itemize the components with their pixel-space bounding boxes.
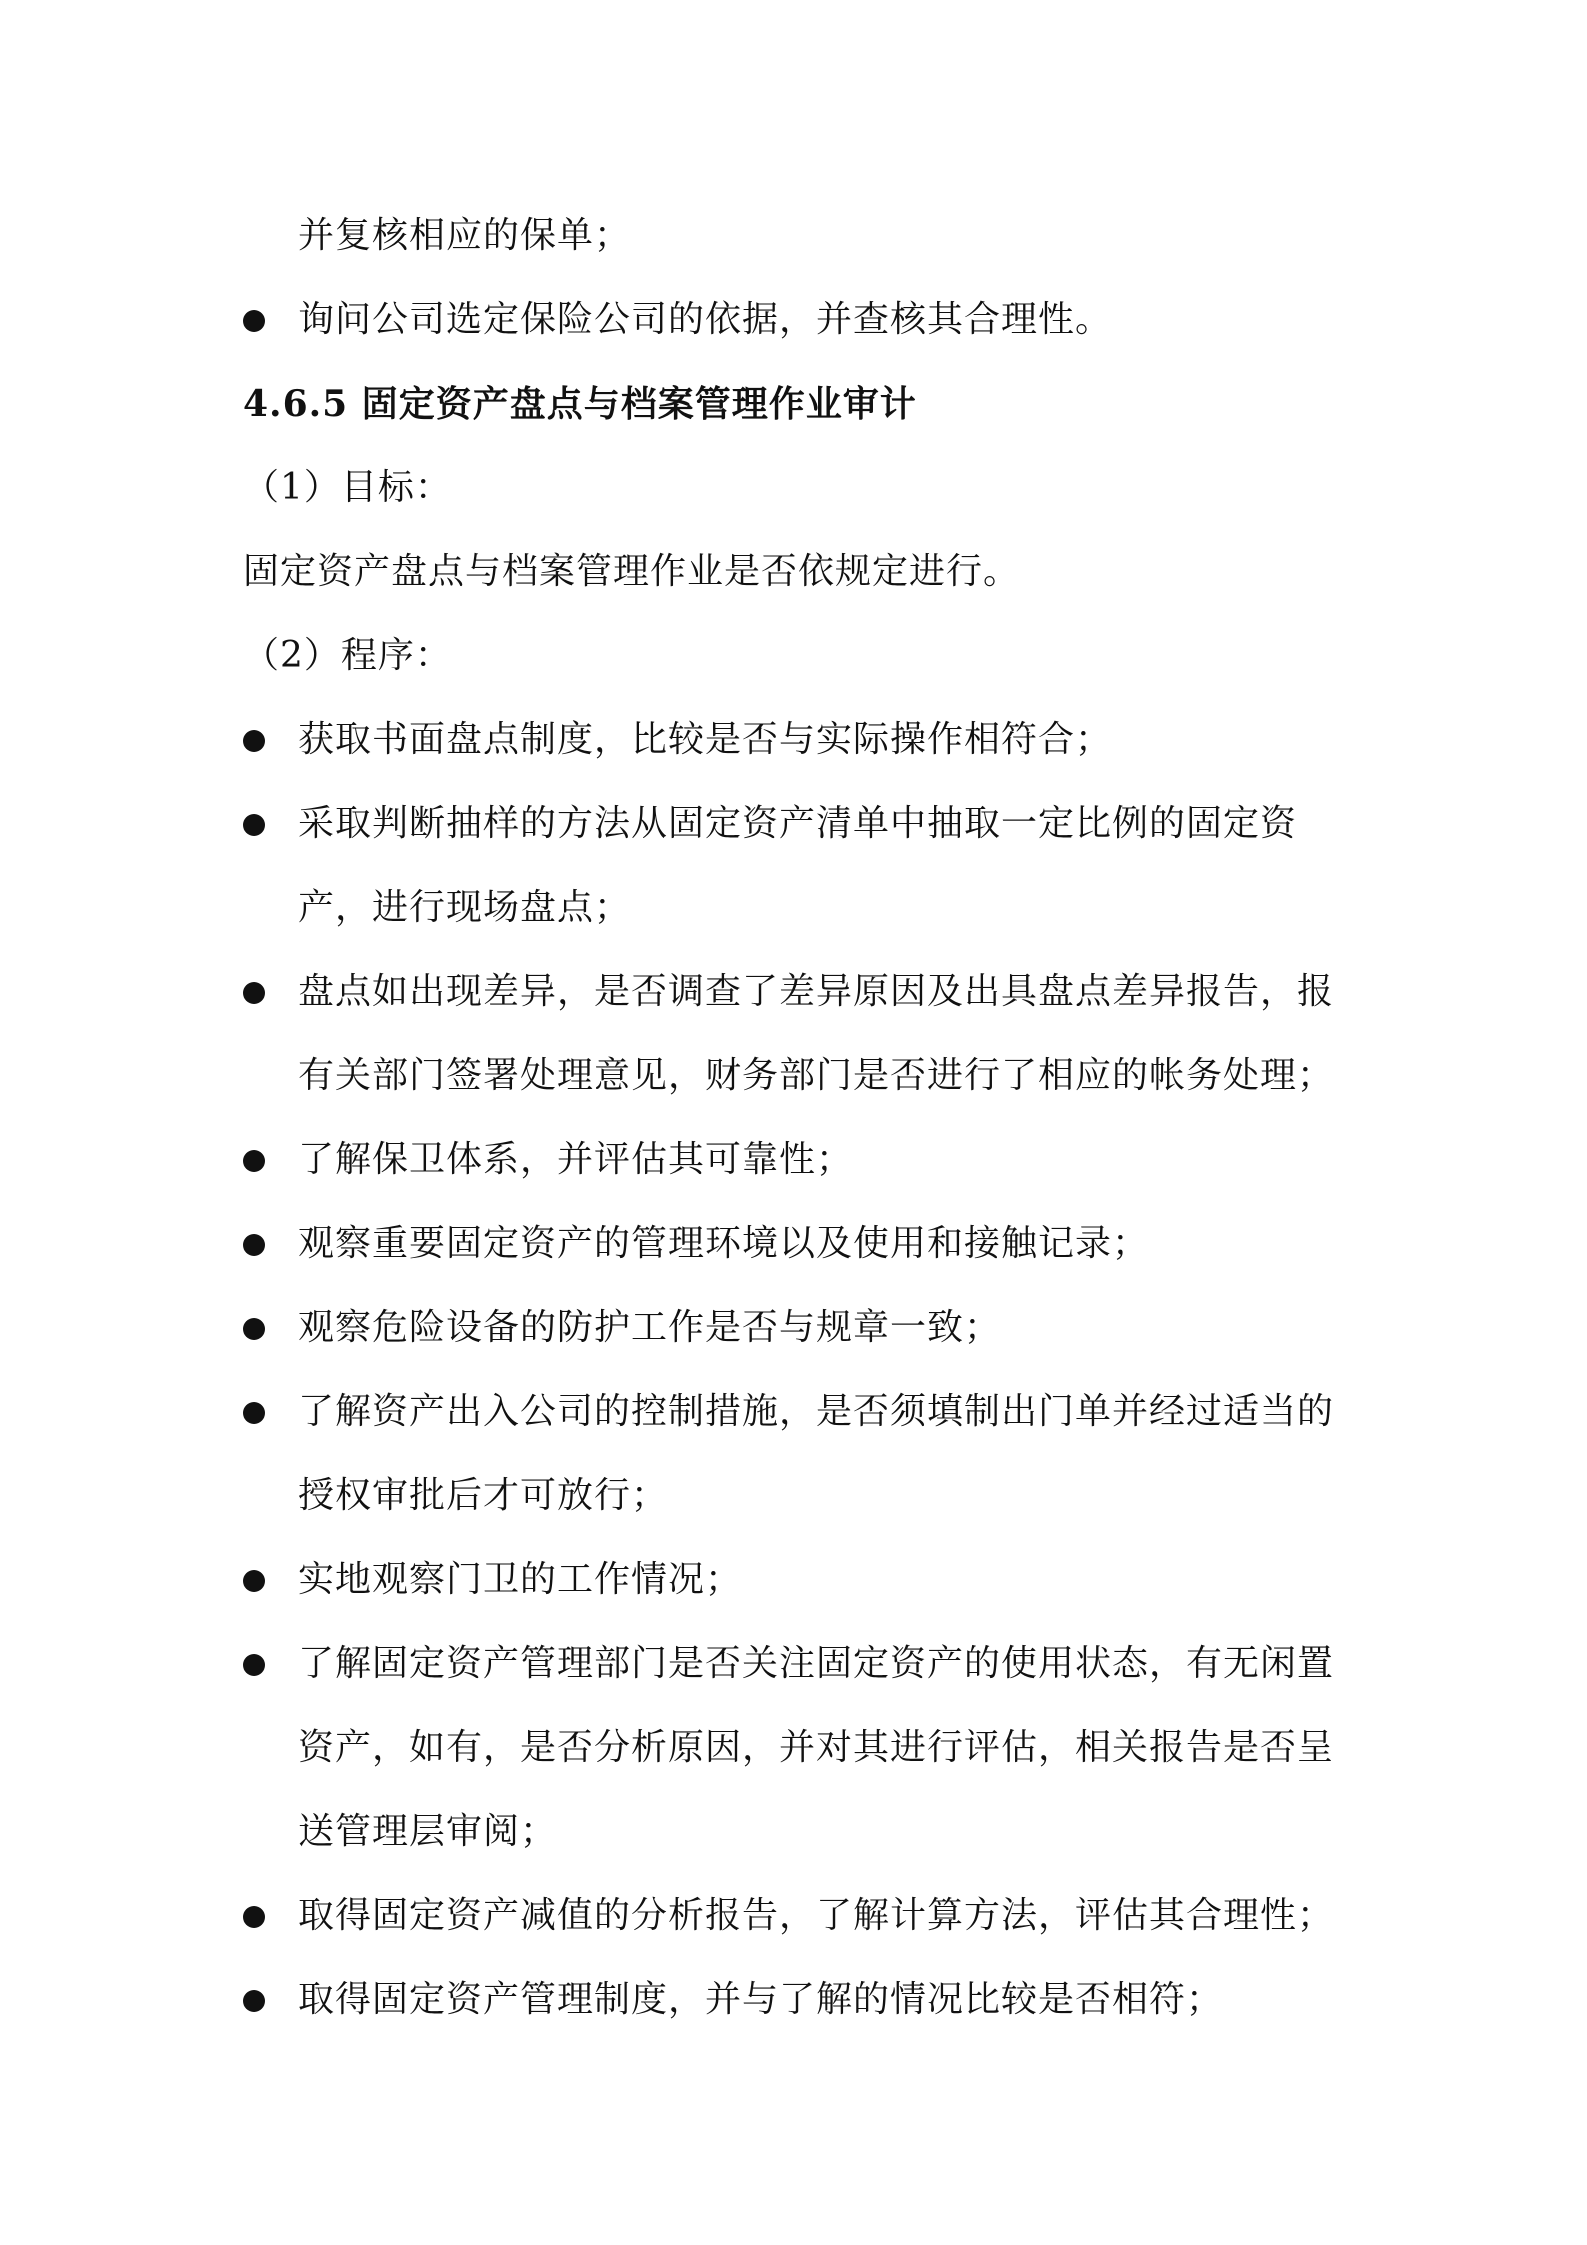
bullet-insurer-text: 询问公司选定保险公司的依据，并查核其合理性。 [298,299,1113,340]
procedure-item-line: 送管理层审阅； [298,1811,558,1852]
procedure-item-line: 观察重要固定资产的管理环境以及使用和接触记录； [298,1223,1150,1264]
procedure-item-line: 授权审批后才可放行； [298,1475,669,1516]
objective-label: （1）目标： [243,467,452,508]
bullet-icon [243,1234,265,1256]
bullet-icon [243,730,265,752]
procedure-item-line: 取得固定资产管理制度，并与了解的情况比较是否相符； [298,1979,1224,2020]
procedure-label: （2）程序： [243,635,452,676]
bullet-icon [243,1150,265,1172]
procedure-item-line: 实地观察门卫的工作情况； [298,1559,743,1600]
procedure-item-line: 产，进行现场盘点； [298,887,632,928]
procedure-item-line: 了解固定资产管理部门是否关注固定资产的使用状态，有无闲置 [298,1643,1335,1684]
procedure-item-line: 取得固定资产减值的分析报告，了解计算方法，评估其合理性； [298,1895,1335,1936]
procedure-item-line: 有关部门签署处理意见，财务部门是否进行了相应的帐务处理； [298,1055,1335,1096]
continuation-text: 并复核相应的保单； [298,215,632,256]
bullet-icon [243,1906,265,1928]
procedure-item-line: 获取书面盘点制度，比较是否与实际操作相符合； [298,719,1113,760]
procedure-item-line: 了解资产出入公司的控制措施，是否须填制出门单并经过适当的 [298,1391,1335,1432]
section-heading: 4.6.5 固定资产盘点与档案管理作业审计 [243,383,917,425]
bullet-icon [243,1402,265,1424]
bullet-icon [243,814,265,836]
procedure-item-line: 了解保卫体系，并评估其可靠性； [298,1139,854,1180]
procedure-item-line: 资产，如有，是否分析原因，并对其进行评估，相关报告是否呈 [298,1727,1335,1768]
bullet-icon [243,1318,265,1340]
bullet-icon [243,1654,265,1676]
procedure-item-line: 盘点如出现差异，是否调查了差异原因及出具盘点差异报告，报 [298,971,1335,1012]
bullet-icon [243,1570,265,1592]
objective-text: 固定资产盘点与档案管理作业是否依规定进行。 [243,551,1021,592]
procedure-item-line: 采取判断抽样的方法从固定资产清单中抽取一定比例的固定资 [298,803,1298,844]
procedure-item-line: 观察危险设备的防护工作是否与规章一致； [298,1307,1002,1348]
bullet-icon [243,982,265,1004]
bullet-icon [243,1990,265,2012]
bullet-icon [243,310,265,332]
